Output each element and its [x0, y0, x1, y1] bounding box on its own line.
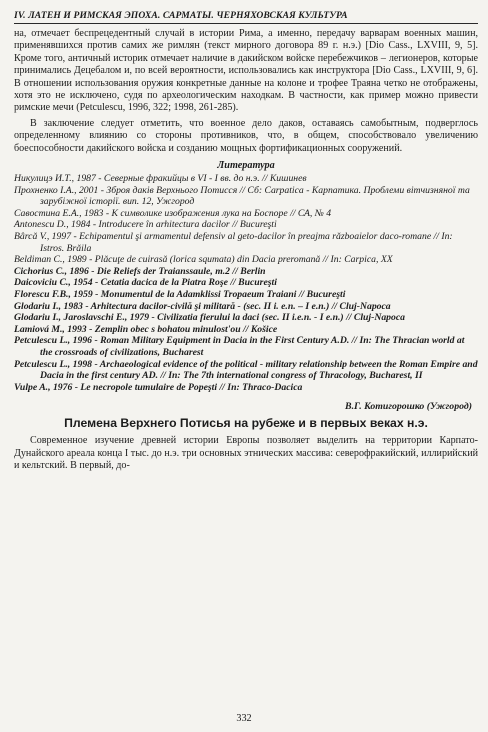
reference-entry: Daicoviciu C., 1954 - Cetatia dacica de la Piatra Roşe // Bucureşti	[14, 277, 277, 289]
running-head: IV. ЛАТЕН И РИМСКАЯ ЭПОХА. САРМАТЫ. ЧЕРНЯХОВСКАЯ КУЛЬТУРА	[14, 10, 478, 24]
body-paragraph-2: В заключение следует отметить, что военное дело даков, оставаясь самобытным, подверглось определенному влиянию со стороны противников, что, в общем, способствовало увеличению боеспособности дакийского войска и созданию мощных фортификационных сооружений.	[14, 117, 478, 154]
body-paragraph-1: на, отмечает беспрецедентный случай в истории Рима, а именно, передачу варварам военных машин, применявшихся против самих же римлян (текст мирного договора 89 г. н.э.) [Dio Cass., LXVIII, 9, 5]. Кроме того, античный историк отмечает наличие в дакийском войске перебежчиков – легионеров, которые принимались Децебалом и, по всей вероятности, использовались как инструктора [Dio Cass., LXVIII, 9, 6]. В отношении использования оружия конкретные данные на колоне и трофее Траяна четко не отображены, хотя это не исключено, судя по археологическим находкам. В частности, как пример можно привести римские мечи (Petculescu, 1996, 322; 1998, 261-285).	[14, 28, 478, 114]
reference-entry: Glodariu I., 1983 - Arhitectura dacilor-civilă şi militară - (sec. II i. e.n. – I e.n.) // Cluj-Napoca	[14, 300, 391, 312]
reference-entry: Bârcă V., 1997 - Echipamentul şi armamentul defensiv al geto-dacilor în preajma războaielor daco-romane // In: Istros. Brăila	[14, 231, 453, 254]
author-signature: В.Г. Котигорошко (Ужгород)	[345, 401, 472, 413]
page-number: 332	[236, 713, 252, 724]
reference-entry: Никулицэ И.Т., 1987 - Северные фракийцы в VI - I вв. до н.э. // Кишинев	[14, 173, 307, 185]
reference-entry: Glodariu I., Jaroslavschi E., 1979 - Civilizatia fierului la daci (sec. II i.e.n. - I e.n.) // Cluj-Napoca	[14, 312, 406, 324]
reference-entry: Petculescu L., 1996 - Roman Military Equipment in Dacia in the First Century A.D. // In: The Thracian world at the crossroads of civilizations, Bucharest	[14, 335, 465, 358]
reference-entry: Petculescu L., 1998 - Archaeological evidence of the political - military relationship between the Roman Empire and Dacia in the first century AD. // In: The 7th international congress of Thracology, Bucharest, II	[14, 358, 478, 382]
article-intro-paragraph: Современное изучение древней истории Европы позволяет выделить на территории Карпато-Дунайского ареала конца I тыс. до н.э. три основных этнических массива: северофракийский, иллирийский и кельтский. В первый, до-	[14, 435, 478, 472]
references-list	[14, 173, 478, 393]
reference-entry: Beldiman C., 1989 - Plăcuţe de cuirasă (lorica squmata) din Dacia preromană // In: Carpica, XX	[14, 254, 393, 266]
reference-entry: Lamiová M., 1993 - Zemplin obec s bohatou minulost'ou // Košice	[14, 323, 278, 335]
article-title: Племена Верхнего Потисья на рубеже и в первых веках н.э.	[64, 416, 428, 431]
references-title: Литература	[217, 160, 275, 172]
reference-entry: Cichorius C., 1896 - Die Reliefs der Traianssaule, m.2 // Berlin	[14, 265, 266, 277]
reference-entry: Vulpe A., 1976 - Le necropole tumulaire de Popeşti // In: Thraco-Dacica	[14, 381, 303, 393]
reference-entry: Прохненко І.А., 2001 - Зброя даків Верхнього Потисся // Сб: Carpatica - Карпатика. Проблеми вітчизняної та зарубіжної історії. вип. 12, Ужгород	[14, 184, 470, 208]
reference-entry: Florescu F.B., 1959 - Monumentul de la Adamklissi Tropaeum Traiani // Bucureşti	[14, 289, 346, 300]
reference-entry: Савостина Е.А., 1983 - К символике изображения лука на Боспоре // СА, № 4	[14, 207, 332, 219]
reference-entry: Antonescu D., 1984 - Introducere în arhitectura dacilor // Bucureşti	[14, 219, 277, 231]
